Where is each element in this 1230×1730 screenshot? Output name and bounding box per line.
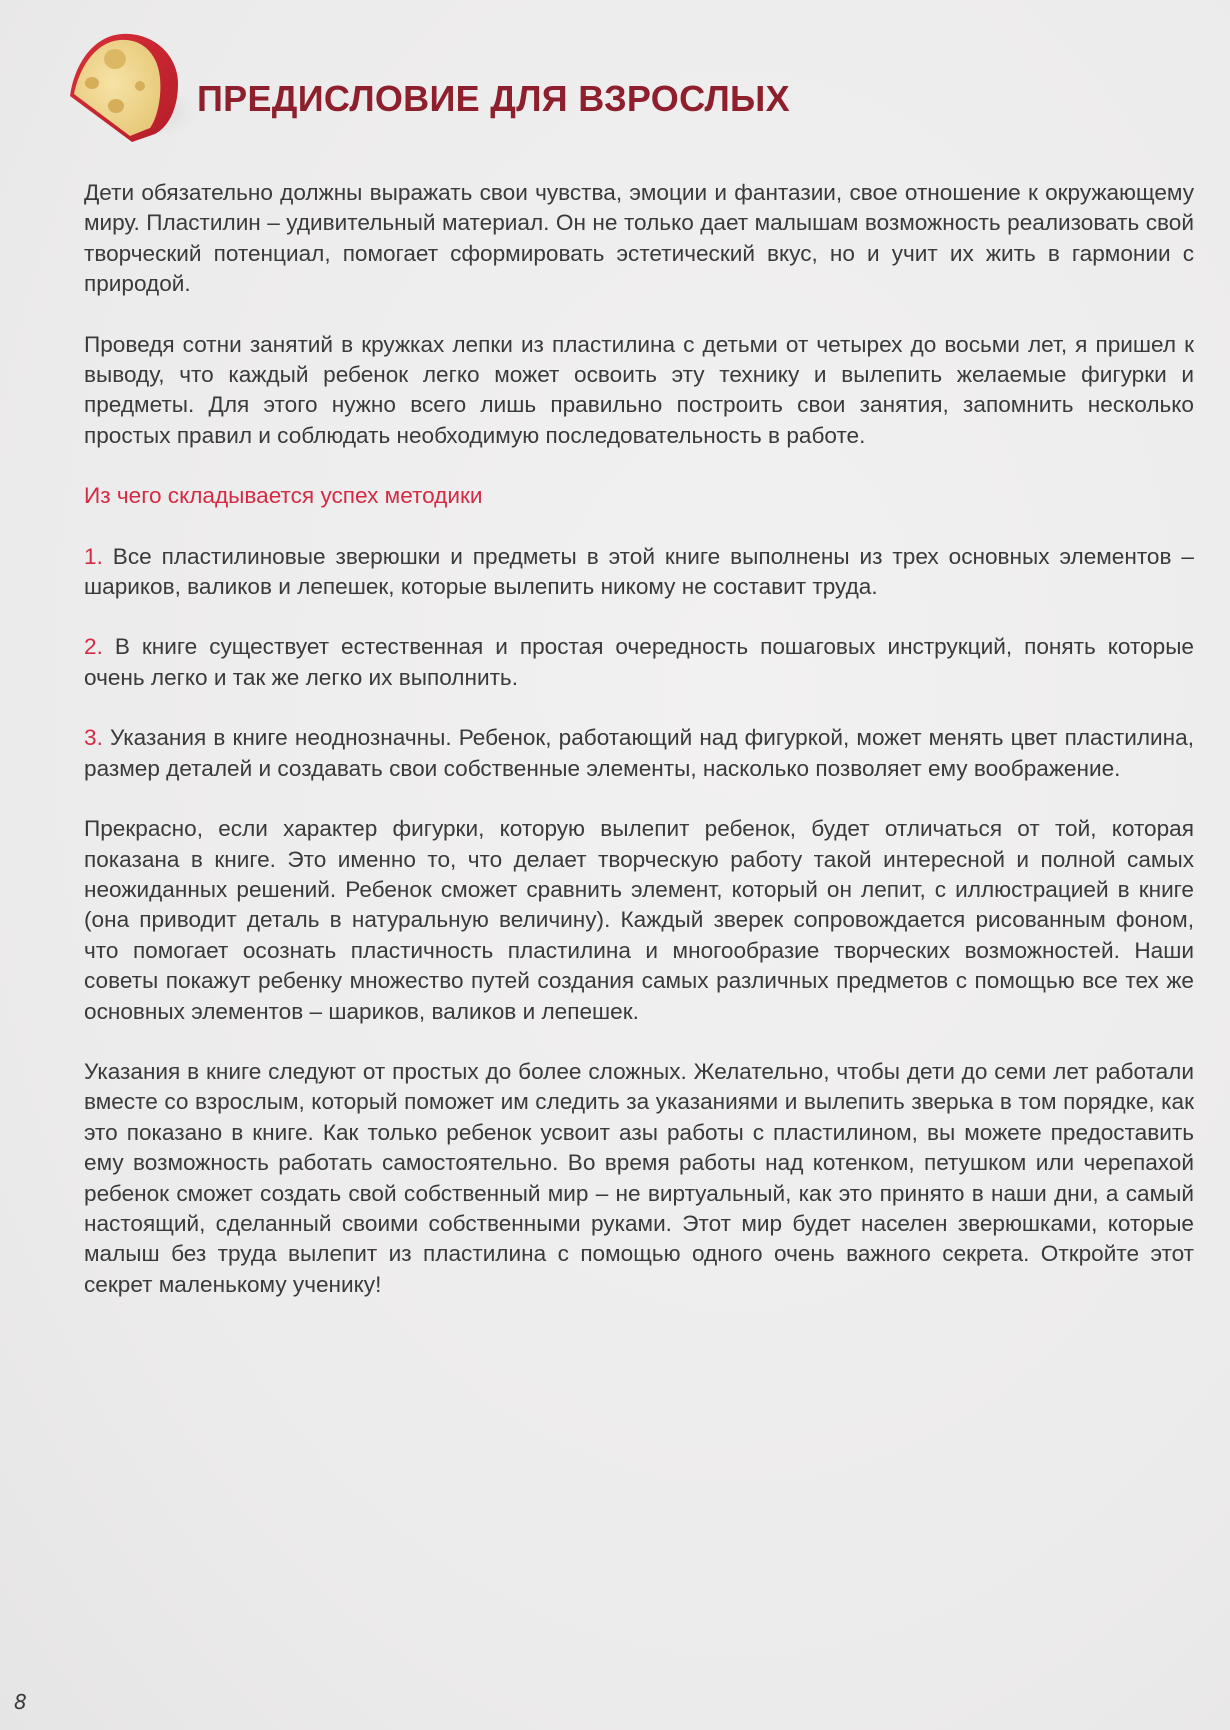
list-item-text: Указания в книге неоднозначны. Ребенок, работающий над фигуркой, может менять цвет пластилина, размер деталей и создавать свои собственные элементы, насколько позволяет ему воображение. (84, 725, 1194, 781)
method-subheading: Из чего складывается успех методики (84, 483, 483, 509)
paragraph-character: Прекрасно, если характер фигурки, которую вылепит ребенок, будет отличаться от той, которая показана в книге. Это именно то, что делает творческую работу такой интересной и полной самых неожиданных решений. Ребенок сможет сравнить элемент, который он лепит, с иллюстрацией в книге (она приводит деталь в натуральную величину). Каждый зверек сопровождается рисованным фоном, что помогает осознать пластичность пластилина и многообразие творческих возможностей. Наши советы покажут ребенку множество путей создания самых различных предметов с помощью все тех же основных элементов – шариков, валиков и лепешек. (84, 816, 1194, 1024)
paragraph-intro: Дети обязательно должны выражать свои чувства, эмоции и фантазии, свое отношение к окружающему миру. Пластилин – удивительный материал. Он не только дает малышам возможность реализовать свой творческий потенциал, помогает сформировать эстетический вкус, но и учит их жить в гармонии с природой. (84, 180, 1194, 297)
list-item-text: В книге существует естественная и простая очередность пошаговых инструкций, понять которые очень легко и так же легко их выполнить. (84, 634, 1194, 690)
page-content (84, 178, 1194, 1330)
method-list-item (84, 542, 1194, 603)
method-list-item (84, 723, 1194, 784)
paragraph-experience: Проведя сотни занятий в кружках лепки из пластилина с детьми от четырех до восьми лет, я пришел к выводу, что каждый ребенок легко может освоить эту технику и вылепить желаемые фигурки и предметы. Для этого нужно всего лишь правильно построить свои занятия, запомнить несколько простых правил и соблюдать необходимую последовательность в работе. (84, 331, 1194, 448)
list-item-text: Все пластилиновые зверюшки и предметы в этой книге выполнены из трех основных элементов – шариков, валиков и лепешек, которые вылепить никому не составит труда. (84, 543, 1194, 600)
page-number: 8 (14, 1690, 27, 1714)
list-item-number: 3. (84, 725, 103, 751)
cheese-icon (60, 26, 200, 146)
page-title: ПРЕДИСЛОВИЕ ДЛЯ ВЗРОСЛЫХ (197, 78, 790, 119)
page-header (60, 26, 960, 146)
method-list-item (84, 632, 1194, 693)
list-item-number: 2. (84, 634, 103, 660)
list-item-number: 1. (84, 543, 103, 569)
paragraph-instructions: Указания в книге следуют от простых до более сложных. Желательно, чтобы дети до семи лет работали вместе со взрослым, который поможет им следить за указаниями и вылепить зверька в том порядке, как это показано в книге. Как только ребенок усвоит азы работы с пластилином, вы можете предоставить ему возможность работать самостоятельно. Во время работы над котенком, петушком или черепахой ребенок сможет создать свой собственный мир – не виртуальный, как это принято в наши дни, а самый настоящий, сделанный своими собственными руками. Этот мир будет населен зверюшками, которые малыш без труда вылепит из пластилина с помощью одного очень важного секрета. Откройте этот секрет маленькому ученику! (84, 1058, 1194, 1297)
